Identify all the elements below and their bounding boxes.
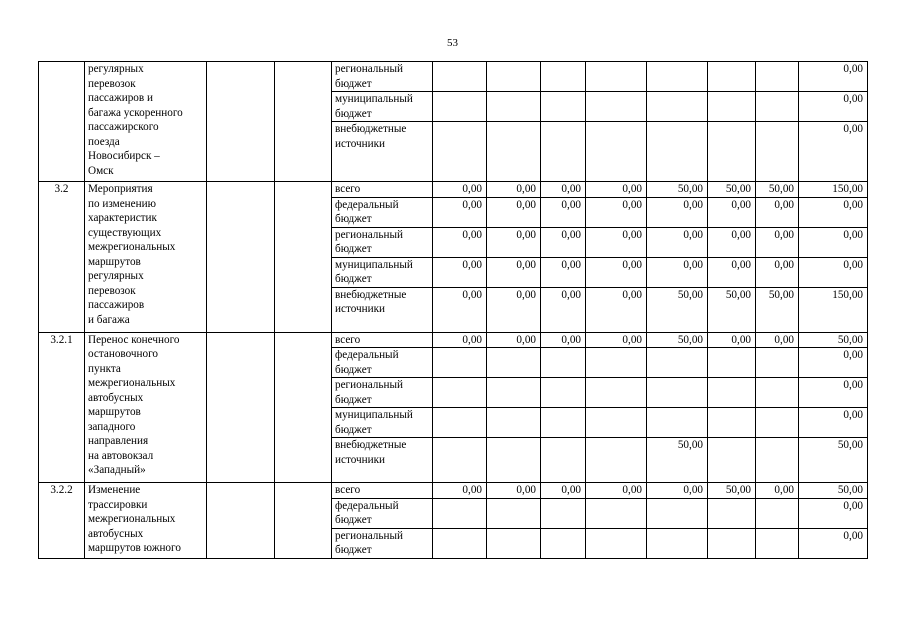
- value-cell: 0,00: [433, 182, 487, 198]
- value-cell: 0,00: [799, 92, 868, 122]
- funding-source-cell: [332, 227, 433, 257]
- description-line: Новосибирск –: [88, 150, 160, 162]
- value-cell: [541, 122, 586, 182]
- description-line: трассировки: [88, 498, 148, 511]
- funding-source-word: федеральный: [335, 499, 399, 512]
- description-line: пассажирского: [88, 121, 159, 133]
- value-cell: 0,00: [799, 528, 868, 558]
- value-cell: 0,00: [487, 332, 541, 348]
- funding-source-word: федеральный: [335, 349, 399, 361]
- funding-source-word: бюджет: [335, 423, 372, 436]
- value-cell: [541, 378, 586, 408]
- description-line: пассажиров и: [88, 92, 153, 104]
- description-line: направления: [88, 435, 149, 447]
- value-cell: 0,00: [541, 197, 586, 227]
- value-cell: 50,00: [799, 438, 868, 483]
- description-line: существующих: [88, 226, 162, 239]
- description-line: межрегиональных: [88, 513, 176, 525]
- funding-source-cell: [332, 378, 433, 408]
- value-cell: [647, 528, 708, 558]
- value-cell: 0,00: [586, 197, 647, 227]
- value-cell: 0,00: [433, 287, 487, 332]
- value-cell: [586, 498, 647, 528]
- empty-cell: [275, 62, 332, 182]
- value-cell: 0,00: [799, 408, 868, 438]
- description-line: Перенос конечного: [88, 333, 180, 346]
- funding-source-word: региональный: [335, 529, 403, 542]
- funding-source-cell: [332, 62, 433, 92]
- value-cell: [541, 528, 586, 558]
- value-cell: 150,00: [799, 287, 868, 332]
- funding-source-word: бюджет: [335, 107, 372, 120]
- value-cell: 0,00: [586, 257, 647, 287]
- funding-source-word: источники: [335, 303, 386, 315]
- value-cell: 0,00: [487, 257, 541, 287]
- funding-source-word: бюджет: [335, 243, 372, 255]
- funding-source-word: муниципальный: [335, 409, 413, 421]
- value-cell: [708, 498, 756, 528]
- value-cell: [433, 498, 487, 528]
- value-cell: 0,00: [756, 197, 799, 227]
- value-cell: [586, 408, 647, 438]
- value-cell: 0,00: [756, 483, 799, 499]
- value-cell: [756, 62, 799, 92]
- value-cell: 0,00: [799, 257, 868, 287]
- value-cell: 0,00: [433, 227, 487, 257]
- funding-source-word: бюджет: [335, 514, 372, 526]
- value-cell: [433, 528, 487, 558]
- value-cell: 0,00: [586, 182, 647, 198]
- description-line: регулярных: [88, 63, 144, 75]
- row-description-cell: [85, 483, 207, 559]
- funding-source-word: бюджет: [335, 273, 372, 285]
- value-cell: [647, 498, 708, 528]
- value-cell: 0,00: [487, 182, 541, 198]
- description-line: маршрутов южного: [88, 542, 181, 554]
- table-row: [39, 182, 868, 198]
- funding-source-word: бюджет: [335, 544, 372, 556]
- budget-table: [38, 61, 868, 559]
- row-code-cell: [39, 62, 85, 182]
- value-cell: 0,00: [433, 332, 487, 348]
- value-cell: [708, 122, 756, 182]
- table-row: [39, 332, 868, 348]
- funding-source-cell: [332, 287, 433, 332]
- value-cell: [433, 62, 487, 92]
- funding-source-cell: [332, 257, 433, 287]
- value-cell: 0,00: [708, 197, 756, 227]
- value-cell: 0,00: [487, 197, 541, 227]
- value-cell: [756, 348, 799, 378]
- value-cell: [433, 408, 487, 438]
- description-line: межрегиональных: [88, 377, 176, 389]
- description-line: маршрутов: [88, 406, 141, 418]
- description-line: пассажиров: [88, 299, 145, 311]
- funding-source-word: всего: [335, 484, 361, 496]
- funding-source-cell: [332, 408, 433, 438]
- description-line: Мероприятия: [88, 183, 153, 195]
- value-cell: [708, 528, 756, 558]
- empty-cell: [207, 483, 275, 559]
- value-cell: [487, 378, 541, 408]
- value-cell: [541, 348, 586, 378]
- value-cell: 0,00: [433, 257, 487, 287]
- description-line: поезда: [88, 135, 120, 148]
- value-cell: 50,00: [647, 438, 708, 483]
- value-cell: [756, 122, 799, 182]
- value-cell: 150,00: [799, 182, 868, 198]
- value-cell: [756, 408, 799, 438]
- funding-source-word: источники: [335, 453, 386, 466]
- value-cell: 0,00: [799, 122, 868, 182]
- value-cell: 0,00: [756, 227, 799, 257]
- description-line: перевозок: [88, 284, 136, 297]
- value-cell: 0,00: [756, 257, 799, 287]
- description-line: маршрутов: [88, 255, 141, 268]
- value-cell: 0,00: [647, 257, 708, 287]
- funding-source-cell: [332, 182, 433, 198]
- empty-cell: [275, 483, 332, 559]
- table-row: [39, 62, 868, 92]
- value-cell: 50,00: [799, 483, 868, 499]
- funding-source-word: региональный: [335, 379, 403, 391]
- value-cell: 0,00: [756, 332, 799, 348]
- funding-source-cell: [332, 438, 433, 483]
- value-cell: [487, 498, 541, 528]
- value-cell: [586, 378, 647, 408]
- funding-source-word: региональный: [335, 228, 403, 241]
- value-cell: [541, 92, 586, 122]
- value-cell: 50,00: [647, 332, 708, 348]
- value-cell: [756, 498, 799, 528]
- value-cell: 0,00: [487, 483, 541, 499]
- funding-source-cell: [332, 348, 433, 378]
- value-cell: 50,00: [708, 287, 756, 332]
- description-line: перевозок: [88, 77, 136, 90]
- value-cell: 0,00: [487, 227, 541, 257]
- funding-source-word: всего: [335, 183, 361, 195]
- value-cell: 50,00: [708, 483, 756, 499]
- description-line: остановочного: [88, 348, 159, 360]
- value-cell: [647, 122, 708, 182]
- funding-source-word: федеральный: [335, 198, 399, 211]
- value-cell: 0,00: [541, 483, 586, 499]
- value-cell: 0,00: [433, 483, 487, 499]
- funding-source-word: источники: [335, 137, 386, 150]
- empty-cell: [275, 182, 332, 333]
- row-code-cell: 3.2.2: [39, 483, 85, 559]
- value-cell: [647, 348, 708, 378]
- value-cell: 50,00: [647, 182, 708, 198]
- value-cell: 0,00: [799, 498, 868, 528]
- value-cell: [487, 92, 541, 122]
- value-cell: 0,00: [708, 257, 756, 287]
- description-line: багажа ускоренного: [88, 106, 183, 119]
- funding-source-word: бюджет: [335, 393, 372, 406]
- value-cell: [433, 348, 487, 378]
- funding-source-word: внебюджетные: [335, 439, 407, 451]
- row-description-cell: [85, 332, 207, 483]
- value-cell: [433, 438, 487, 483]
- value-cell: [708, 62, 756, 92]
- description-line: западного: [88, 420, 136, 433]
- value-cell: [433, 378, 487, 408]
- funding-source-word: бюджет: [335, 363, 372, 376]
- value-cell: [487, 438, 541, 483]
- value-cell: [541, 498, 586, 528]
- empty-cell: [275, 332, 332, 483]
- value-cell: [487, 348, 541, 378]
- value-cell: [586, 62, 647, 92]
- value-cell: 0,00: [647, 483, 708, 499]
- value-cell: [487, 122, 541, 182]
- empty-cell: [207, 62, 275, 182]
- value-cell: 0,00: [487, 287, 541, 332]
- value-cell: 0,00: [799, 348, 868, 378]
- value-cell: 0,00: [433, 197, 487, 227]
- value-cell: [647, 378, 708, 408]
- funding-source-word: муниципальный: [335, 258, 413, 271]
- value-cell: [487, 528, 541, 558]
- value-cell: 0,00: [647, 227, 708, 257]
- value-cell: [756, 378, 799, 408]
- description-line: автобусных: [88, 391, 144, 404]
- value-cell: 0,00: [799, 227, 868, 257]
- description-line: «Западный»: [88, 464, 146, 476]
- funding-source-word: внебюджетные: [335, 288, 407, 301]
- value-cell: [586, 348, 647, 378]
- value-cell: [708, 408, 756, 438]
- value-cell: [708, 378, 756, 408]
- value-cell: 0,00: [586, 332, 647, 348]
- value-cell: 0,00: [708, 227, 756, 257]
- description-line: на автовокзал: [88, 449, 154, 462]
- value-cell: [647, 408, 708, 438]
- funding-source-cell: [332, 332, 433, 348]
- value-cell: 0,00: [799, 197, 868, 227]
- value-cell: [541, 438, 586, 483]
- value-cell: [756, 528, 799, 558]
- row-code-cell: 3.2.1: [39, 332, 85, 483]
- funding-source-cell: [332, 483, 433, 499]
- funding-source-word: региональный: [335, 63, 403, 75]
- value-cell: [586, 438, 647, 483]
- value-cell: 0,00: [541, 227, 586, 257]
- row-code-cell: 3.2: [39, 182, 85, 333]
- funding-source-word: муниципальный: [335, 93, 413, 105]
- row-description-cell: [85, 62, 207, 182]
- description-line: характеристик: [88, 212, 157, 224]
- funding-source-word: внебюджетные: [335, 123, 407, 135]
- description-line: Изменение: [88, 484, 141, 496]
- description-line: по изменению: [88, 197, 156, 210]
- description-line: регулярных: [88, 270, 144, 282]
- funding-source-cell: [332, 498, 433, 528]
- value-cell: 0,00: [708, 332, 756, 348]
- value-cell: [487, 408, 541, 438]
- description-line: Омск: [88, 164, 114, 177]
- description-line: межрегиональных: [88, 241, 176, 253]
- page-number: 53: [447, 37, 458, 49]
- value-cell: 50,00: [708, 182, 756, 198]
- funding-source-cell: [332, 528, 433, 558]
- value-cell: [541, 62, 586, 92]
- value-cell: [647, 62, 708, 92]
- value-cell: 0,00: [586, 227, 647, 257]
- value-cell: 0,00: [541, 287, 586, 332]
- description-line: автобусных: [88, 527, 144, 540]
- value-cell: 0,00: [799, 378, 868, 408]
- funding-source-word: всего: [335, 333, 361, 346]
- value-cell: 0,00: [586, 287, 647, 332]
- value-cell: [647, 92, 708, 122]
- value-cell: [586, 92, 647, 122]
- value-cell: [756, 438, 799, 483]
- value-cell: [433, 122, 487, 182]
- value-cell: [708, 348, 756, 378]
- value-cell: 0,00: [586, 483, 647, 499]
- funding-source-cell: [332, 197, 433, 227]
- description-line: пункта: [88, 362, 121, 375]
- value-cell: [586, 528, 647, 558]
- row-description-cell: [85, 182, 207, 333]
- value-cell: [708, 438, 756, 483]
- funding-source-cell: [332, 122, 433, 182]
- table-row: [39, 483, 868, 499]
- value-cell: [433, 92, 487, 122]
- value-cell: [541, 408, 586, 438]
- value-cell: [708, 92, 756, 122]
- value-cell: 50,00: [647, 287, 708, 332]
- value-cell: [487, 62, 541, 92]
- value-cell: [586, 122, 647, 182]
- funding-source-word: бюджет: [335, 213, 372, 225]
- value-cell: 0,00: [647, 197, 708, 227]
- value-cell: 0,00: [799, 62, 868, 92]
- value-cell: 50,00: [756, 287, 799, 332]
- value-cell: 50,00: [799, 332, 868, 348]
- funding-source-cell: [332, 92, 433, 122]
- value-cell: 0,00: [541, 332, 586, 348]
- description-line: и багажа: [88, 313, 130, 326]
- value-cell: 50,00: [756, 182, 799, 198]
- value-cell: 0,00: [541, 182, 586, 198]
- empty-cell: [207, 332, 275, 483]
- empty-cell: [207, 182, 275, 333]
- value-cell: 0,00: [541, 257, 586, 287]
- funding-source-word: бюджет: [335, 77, 372, 90]
- value-cell: [756, 92, 799, 122]
